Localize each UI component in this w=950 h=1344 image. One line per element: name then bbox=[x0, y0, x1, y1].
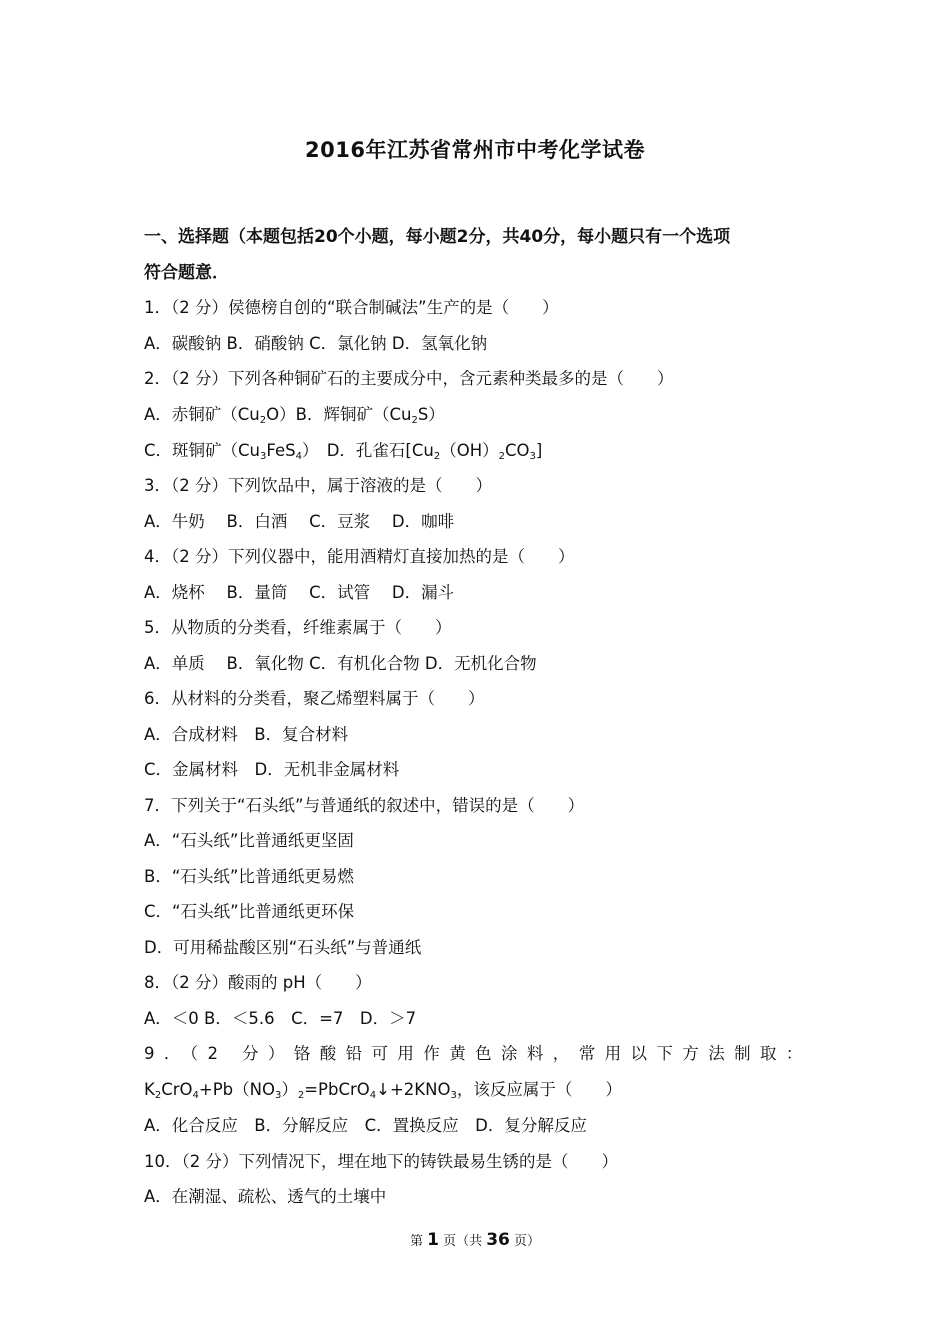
question-6-options-ab: A．合成材料 B．复合材料 bbox=[144, 725, 349, 744]
section-heading-line2: 符合题意． bbox=[144, 263, 229, 283]
question-9-options: A．化合反应 B．分解反应 C．置换反应 D．复分解反应 bbox=[144, 1116, 587, 1135]
question-6: 6．从材料的分类看，聚乙烯塑料属于（ ） bbox=[144, 689, 485, 708]
page-title: 2016年江苏省常州市中考化学试卷 bbox=[305, 138, 645, 162]
question-7-option-d: D．可用稀盐酸区别“石头纸”与普通纸 bbox=[144, 938, 422, 957]
question-5-options: A．单质 B．氧化物 C．有机化合物 D．无机化合物 bbox=[144, 654, 537, 673]
page-number: 1 bbox=[427, 1230, 439, 1250]
question-7: 7．下列关于“石头纸”与普通纸的叙述中，错误的是（ ） bbox=[144, 796, 585, 815]
question-1-options: A．碳酸钠 B．硝酸钠 C．氯化钠 D．氢氧化钠 bbox=[144, 334, 488, 353]
question-8-options: A．＜0 B．＜5.6 C．=7 D．＞7 bbox=[144, 1009, 417, 1028]
page-total: 36 bbox=[486, 1230, 510, 1250]
question-3: 3．（2 分）下列饮品中，属于溶液的是（ ） bbox=[144, 476, 492, 495]
question-2-options-cd: C．斑铜矿$(Cu_3FeS_4)$ D．孔雀石$[Cu_2(OH)_2CO_3]$ bbox=[144, 441, 543, 462]
question-9-equation: $K_2CrO_4+Pb(NO_3)_2=PbCrO_4↓+2KNO_3$，该反应属于（ ） bbox=[144, 1080, 622, 1101]
question-6-options-cd: C．金属材料 D．无机非金属材料 bbox=[144, 760, 400, 779]
question-4: 4．（2 分）下列仪器中，能用酒精灯直接加热的是（ ） bbox=[144, 547, 575, 566]
question-7-option-a: A．“石头纸”比普通纸更坚固 bbox=[144, 831, 354, 850]
page-footer: 第 1 页（共 36 页） bbox=[409, 1230, 541, 1250]
question-10: 10．（2 分）下列情况下，埋在地下的铸铁最易生锈的是（ ） bbox=[144, 1152, 618, 1171]
question-1: 1．（2 分）侯德榜自创的“联合制碱法”生产的是（ ） bbox=[144, 298, 559, 317]
question-7-option-b: B．“石头纸”比普通纸更易燃 bbox=[144, 867, 354, 886]
question-2: 2．（2 分）下列各种铜矿石的主要成分中，含元素种类最多的是（ ） bbox=[144, 369, 674, 388]
question-8: 8．（2 分）酸雨的 pH（ ） bbox=[144, 973, 372, 992]
question-3-options: A．牛奶 B．白酒 C．豆浆 D．咖啡 bbox=[144, 512, 455, 531]
question-4-options: A．烧杯 B．量筒 C．试管 D．漏斗 bbox=[144, 583, 455, 602]
question-5: 5．从物质的分类看，纤维素属于（ ） bbox=[144, 618, 452, 637]
question-10-option-a: A．在潮湿、疏松、透气的土壤中 bbox=[144, 1187, 387, 1206]
question-2-options-ab: A．赤铜矿$(Cu_2O)B$．辉铜矿$(Cu_2S)$ bbox=[144, 405, 445, 426]
question-7-option-c: C．“石头纸”比普通纸更环保 bbox=[144, 902, 355, 921]
question-9: 9．（2 分）铬酸铅可用作黄色涂料，常用以下方法制取： bbox=[144, 1044, 812, 1063]
section-heading-line1: 一、选择题（本题包括20个小题，每小题2分，共40分，每小题只有一个选项 bbox=[144, 227, 731, 247]
